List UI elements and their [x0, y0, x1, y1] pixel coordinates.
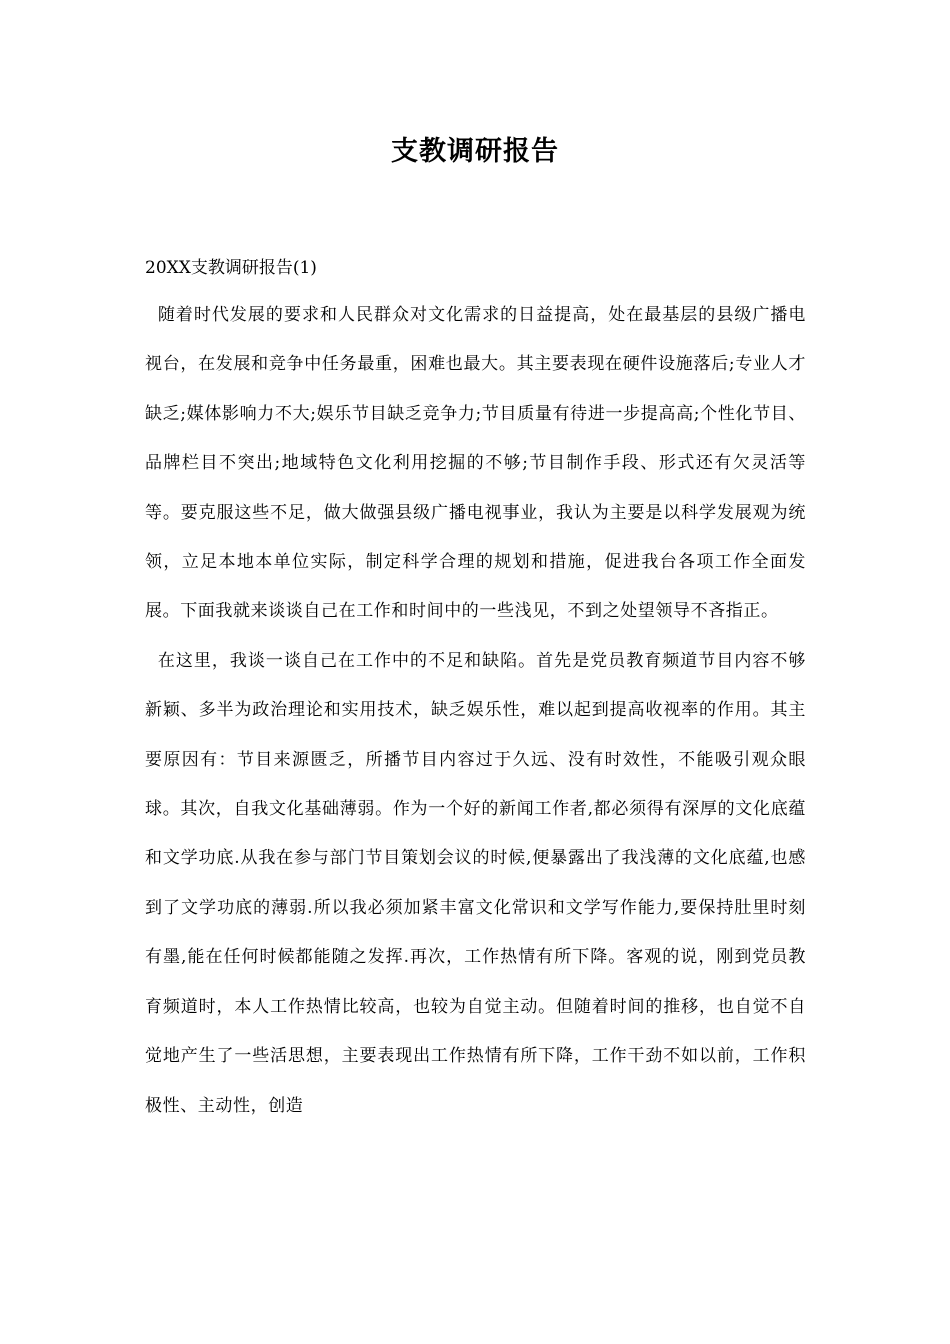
body-paragraph-1: 随着时代发展的要求和人民群众对文化需求的日益提高，处在最基层的县级广播电视台，在发展和竞争中任务最重，困难也最大。其主要表现在硬件设施落后;专业人才缺乏;媒体影响力不大;娱乐节目缺乏竞争力;节目质量有待进一步提高高;个性化节目、品牌栏目不突出;地域特色文化利用挖掘的不够;节目制作手段、形式还有欠灵活等等。要克服这些不足，做大做强县级广播电视事业，我认为主要是以科学发展观为统领，立足本地本单位实际，制定科学合理的规划和措施，促进我台各项工作全面发展。下面我就来谈谈自己在工作和时间中的一些浅见，不到之处望领导不吝指正。 [145, 305, 806, 622]
body-paragraph-2: 在这里，我谈一谈自己在工作中的不足和缺陷。首先是党员教育频道节目内容不够新颖、多半为政治理论和实用技术，缺乏娱乐性，难以起到提高收视率的作用。其主要原因有：节目来源匮乏，所播节目内容过于久远、没有时效性，不能吸引观众眼球。其次，自我文化基础薄弱。作为一个好的新闻工作者,都必须得有深厚的文化底蕴和文学功底.从我在参与部门节目策划会议的时候,便暴露出了我浅薄的文化底蕴,也感到了文学功底的薄弱.所以我必须加紧丰富文化常识和文学写作能力,要保持肚里时刻有墨,能在任何时候都能随之发挥.再次，工作热情有所下降。客观的说，刚到党员教育频道时，本人工作热情比较高，也较为自觉主动。但随着时间的推移，也自觉不自觉地产生了一些活思想，主要表现出工作热情有所下降，工作干劲不如以前，工作积极性、主动性，创造 [145, 650, 806, 1116]
report-subtitle: 20XX支教调研报告(1) [145, 258, 317, 278]
document-body [145, 291, 806, 1131]
document-title: 支教调研报告 [391, 136, 559, 167]
